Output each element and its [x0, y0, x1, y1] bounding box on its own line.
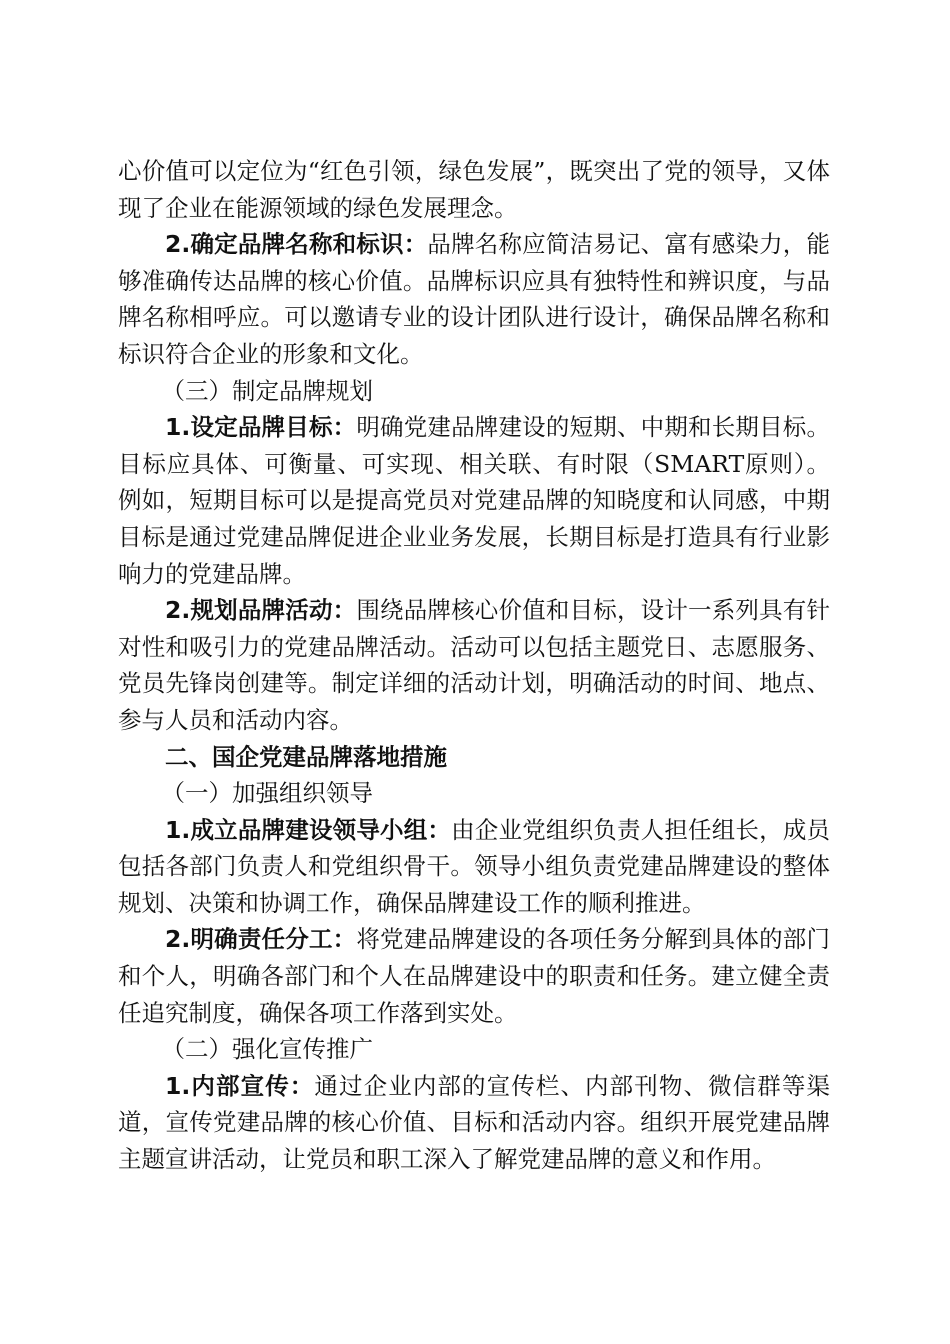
paragraph-brand-name-logo	[118, 226, 830, 372]
paragraph-brand-activities	[118, 592, 830, 738]
paragraph-leadership-group	[118, 812, 830, 922]
paragraph-responsibility	[118, 921, 830, 1031]
paragraph-text: 通过企业内部的宣传栏、内部刊物、微信群等渠道，宣传党建品牌的核心价值、目标和活动内容。组织开展党建品牌主题宣讲活动，让党员和职工深入了解党建品牌的意义和作用。	[118, 1071, 830, 1174]
paragraph-brand-goals	[118, 409, 830, 592]
subheading-brand-planning: （三）制定品牌规划	[161, 376, 373, 405]
document-page	[118, 153, 830, 1178]
subheading-organization-leadership: （一）加强组织领导	[161, 779, 373, 808]
paragraph-text: 明确党建品牌建设的短期、中期和长期目标。目标应具体、可衡量、可实现、相关联、有时限（SMART原则）。例如，短期目标可以是提高党员对党建品牌的知晓度和认同感，中期目标是通过党建品牌促进企业业务发展，长期目标是打造具有行业影响力的党建品牌。	[118, 413, 830, 588]
paragraph-text: 将党建品牌建设的各项任务分解到具体的部门和个人，明确各部门和个人在品牌建设中的职责和任务。建立健全责任追究制度，确保各项工作落到实处。	[118, 925, 830, 1027]
section-heading-implementation: 二、国企党建品牌落地措施	[165, 742, 447, 771]
paragraph-text: 心价值可以定位为“红色引领，绿色发展”，既突出了党的领导，又体现了企业在能源领域的绿色发展理念。	[118, 157, 830, 222]
paragraph-text: 围绕品牌核心价值和目标，设计一系列具有针对性和吸引力的党建品牌活动。活动可以包括主题党日、志愿服务、党员先锋岗创建等。制定详细的活动计划，明确活动的时间、地点、参与人员和活动内容。	[118, 596, 830, 734]
item-lead: 1.设定品牌目标：	[165, 413, 357, 442]
paragraph-text: 由企业党组织负责人担任组长，成员包括各部门负责人和党组织骨干。领导小组负责党建品牌建设的整体规划、决策和协调工作，确保品牌建设工作的顺利推进。	[118, 815, 831, 917]
paragraph-core-value-continuation	[118, 153, 830, 226]
item-lead: 2.规划品牌活动：	[165, 596, 357, 625]
paragraph-internal-publicity	[118, 1068, 830, 1178]
subheading-publicity: （二）强化宣传推广	[161, 1035, 373, 1064]
paragraph-text: 品牌名称应简洁易记、富有感染力，能够准确传达品牌的核心价值。品牌标识应具有独特性和辨识度，与品牌名称相呼应。可以邀请专业的设计团队进行设计，确保品牌名称和标识符合企业的形象和文化。	[118, 230, 830, 368]
item-lead: 2.明确责任分工：	[165, 925, 357, 954]
item-lead: 2.确定品牌名称和标识：	[165, 230, 428, 259]
item-lead: 1.成立品牌建设领导小组：	[165, 815, 452, 844]
item-lead: 1.内部宣传：	[165, 1071, 315, 1100]
